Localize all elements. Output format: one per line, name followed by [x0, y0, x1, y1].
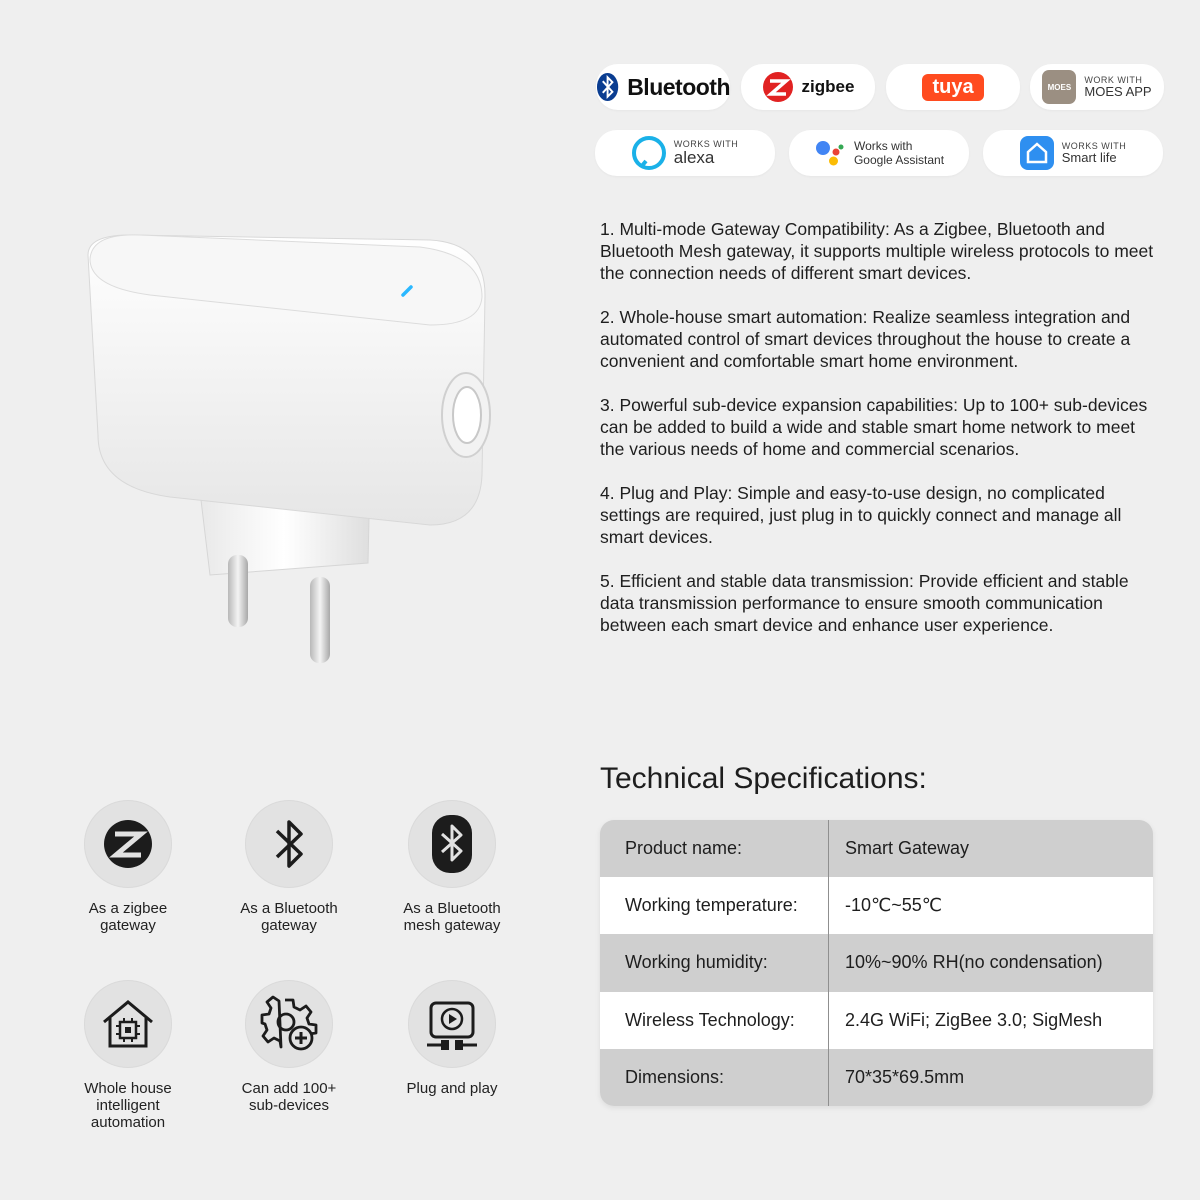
feature-item: 4. Plug and Play: Simple and easy-to-use design, no complicated settings are required, just plug in to quickly connect and manage all smart devices. [600, 483, 1122, 547]
moes-main: MOES APP [1084, 84, 1152, 99]
zigbee-logo-icon [762, 71, 794, 103]
moes-small: WORK WITH [1084, 75, 1143, 85]
spec-label: Working humidity: [600, 934, 829, 991]
spec-row [600, 992, 1153, 1049]
spec-label: Dimensions: [600, 1049, 829, 1106]
tuya-logo: tuya [922, 74, 983, 101]
zigbee-gateway-feature [48, 800, 208, 934]
feature-item: 2. Whole-house smart automation: Realize seamless integration and automated control of smart devices throughout the house to create a convenient and comfortable smart home environment. [600, 307, 1131, 371]
alexa-small: WORKS WITH [673, 139, 739, 149]
spec-value: -10℃~55℃ [845, 895, 942, 916]
bluetooth-mesh-gateway-feature [372, 800, 532, 934]
spec-value: 2.4G WiFi; ZigBee 3.0; SigMesh [845, 1009, 1103, 1030]
icon-label-line: sub-devices [248, 1097, 330, 1114]
plug-and-play-feature [372, 980, 532, 1097]
feature-item: 3. Powerful sub-device expansion capabilities: Up to 100+ sub-devices can be added to build a wide and stable smart home network to meet the various needs of home and commercial scenarios. [600, 395, 1148, 459]
moes-badge [1030, 64, 1164, 110]
spec-title: Technical Specifications: [600, 762, 927, 795]
zigbee-icon [84, 800, 172, 888]
icon-label-line: As a Bluetooth [240, 900, 338, 917]
feature-item: 5. Efficient and stable data transmission: Provide efficient and stable data transmission performance to ensure smooth communication between each smart device and enhance user experience. [600, 571, 1129, 635]
spec-row [600, 820, 1153, 877]
tuya-badge [886, 64, 1020, 110]
google-small: Works with [853, 139, 913, 153]
google-assistant-icon [814, 137, 846, 169]
bluetooth-badge [596, 64, 730, 110]
smartlife-logo-icon [1020, 136, 1054, 170]
smart-gateway-product-image [70, 225, 500, 675]
plug-play-icon [408, 980, 496, 1068]
zigbee-badge [741, 64, 875, 110]
icon-label-line: gateway [100, 917, 156, 934]
spec-value: Smart Gateway [845, 838, 970, 859]
spec-label: Wireless Technology: [600, 992, 829, 1049]
gear-add-icon [245, 980, 333, 1068]
zigbee-label: zigbee [801, 77, 855, 96]
spec-row [600, 877, 1153, 934]
alexa-main: alexa [673, 148, 715, 167]
spec-value: 10%~90% RH(no condensation) [845, 952, 1103, 973]
smartlife-main: Smart life [1061, 150, 1117, 165]
bluetooth-label: Bluetooth [627, 73, 730, 100]
spec-row [600, 1049, 1153, 1106]
google-assistant-badge [789, 130, 969, 176]
bluetooth-icon [245, 800, 333, 888]
alexa-badge [595, 130, 775, 176]
icon-label-line: mesh gateway [403, 917, 501, 934]
bluetooth-mesh-icon [408, 800, 496, 888]
icon-label-line: gateway [261, 917, 317, 934]
smartlife-badge [983, 130, 1163, 176]
icon-label-line: As a zigbee [88, 900, 168, 917]
smartlife-small: WORKS WITH [1061, 141, 1127, 151]
spec-label: Working temperature: [600, 877, 829, 934]
icon-label-line: Plug and play [406, 1080, 498, 1097]
moes-logo-icon: MOES [1042, 70, 1076, 104]
feature-item: 1. Multi-mode Gateway Compatibility: As a Zigbee, Bluetooth and Bluetooth Mesh gateway, it supports multiple wireless protocols to meet the connection needs of different smart devices. [600, 219, 1154, 283]
add-subdevices-feature [209, 980, 369, 1114]
icon-label-line: intelligent [96, 1097, 160, 1114]
smart-house-icon [84, 980, 172, 1068]
icon-label-line: Whole house [84, 1080, 172, 1097]
spec-label: Product name: [600, 820, 829, 877]
icon-label-line: automation [90, 1114, 166, 1131]
feature-list [600, 218, 1160, 658]
bluetooth-gateway-feature [209, 800, 369, 934]
icon-label-line: As a Bluetooth [403, 900, 501, 917]
spec-table [600, 820, 1153, 1106]
icon-label-line: Can add 100+ [241, 1080, 337, 1097]
whole-house-automation-feature [48, 980, 208, 1131]
spec-row [600, 934, 1153, 991]
alexa-logo-icon [632, 136, 666, 170]
spec-value: 70*35*69.5mm [845, 1066, 965, 1087]
bluetooth-logo-icon [596, 72, 619, 102]
google-main: Google Assistant [853, 153, 945, 167]
